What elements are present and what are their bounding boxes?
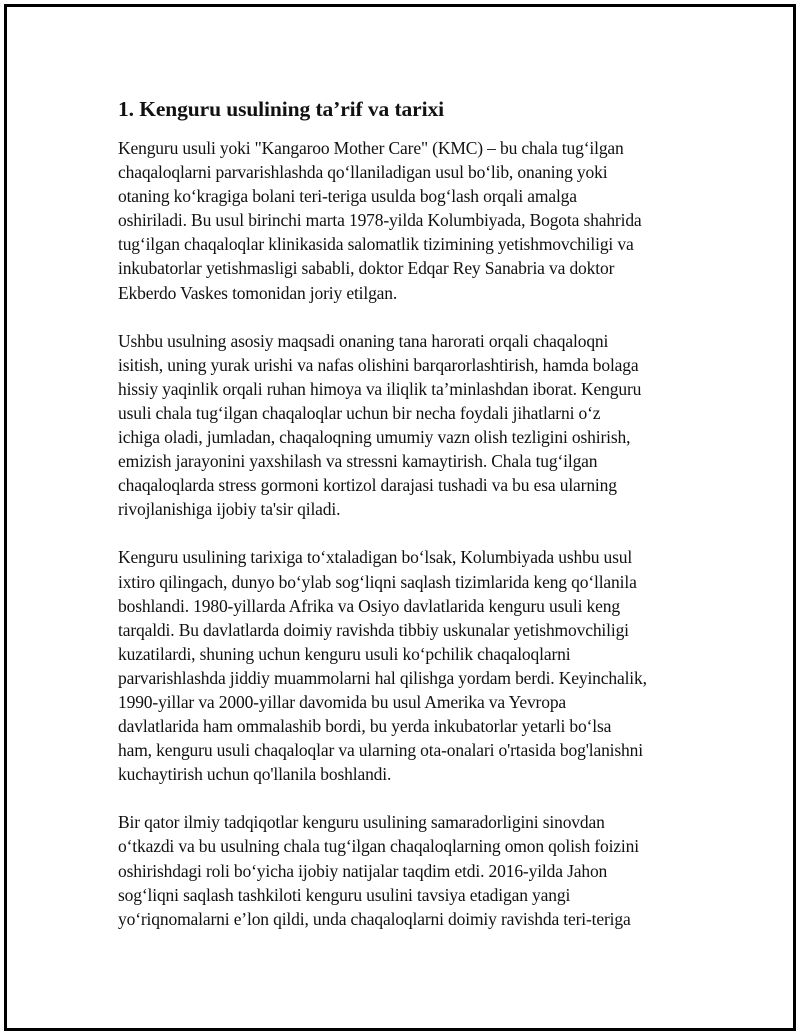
text-line: usuli chala tug‘ilgan chaqaloqlar uchun bir necha foydali jihatlarni o‘z (118, 402, 601, 423)
text-line: tug‘ilgan chaqaloqlar klinikasida salomatlik tizimining yetishmovchiligi va (118, 234, 634, 255)
text-line: rivojlanishiga ijobiy ta'sir qiladi. (118, 499, 341, 520)
text-line: Ekberdo Vaskes tomonidan joriy etilgan. (118, 282, 398, 303)
text-line: otaning ko‘kragiga bolani teri-teriga usulda bog‘lash orqali amalga (118, 186, 577, 207)
paragraph-2 (118, 329, 698, 522)
text-line: kuzatilardi, shuning uchun kenguru usuli ko‘pchilik chaqaloqlarni (118, 643, 571, 664)
text-line: chaqaloqlarni parvarishlashda qo‘llaniladigan usul bo‘lib, onaning yoki (118, 162, 608, 183)
text-line: sog‘liqni saqlash tashkiloti kenguru usulini tavsiya etadigan yangi (118, 884, 571, 905)
text-line: kuchaytirish uchun qo'llanila boshlandi. (118, 764, 392, 785)
text-line: ichiga oladi, jumladan, chaqaloqning umumiy vazn olish tezligini oshirish, (118, 427, 631, 448)
text-line: Bir qator ilmiy tadqiqotlar kenguru usulining samaradorligini sinovdan (118, 812, 605, 833)
text-line: 1990-yillar va 2000-yillar davomida bu usul Amerika va Yevropa (118, 691, 567, 712)
text-line: oshiriladi. Bu usul birinchi marta 1978-yilda Kolumbiyada, Bogota shahrida (118, 210, 642, 231)
paragraph-3 (118, 545, 698, 786)
text-line: inkubatorlar yetishmasligi sababli, doktor Edqar Rey Sanabria va doktor (118, 258, 615, 279)
text-line: oshirishdagi roli bo‘yicha ijobiy natijalar taqdim etdi. 2016-yilda Jahon (118, 860, 608, 881)
text-line: Kenguru usulining tarixiga to‘xtaladigan bo‘lsak, Kolumbiyada ushbu usul (118, 547, 633, 568)
section-heading: 1. Kenguru usulining ta’rif va tarixi (118, 97, 444, 121)
text-line: boshlandi. 1980-yillarda Afrika va Osiyo davlatlarida kenguru usuli keng (118, 595, 620, 616)
text-line: emizish jarayonini yaxshilash va stressni kamaytirish. Chala tug‘ilgan (118, 451, 598, 472)
text-line: Kenguru usuli yoki "Kangaroo Mother Care" (KMC) – bu chala tug‘ilgan (118, 138, 624, 158)
text-line: yo‘riqnomalarni e’lon qildi, unda chaqaloqlarni doimiy ravishda teri-teriga (118, 908, 631, 929)
text-line: tarqaldi. Bu davlatlarda doimiy ravishda tibbiy uskunalar yetishmovchiligi (118, 619, 629, 640)
text-line: hissiy yaqinlik orqali ruhan himoya va iliqlik ta’minlashdan iborat. Kenguru (118, 378, 642, 399)
text-line: ixtiro qilingach, dunyo bo‘ylab sog‘liqni saqlash tizimlarida keng qo‘llanila (118, 571, 637, 592)
text-line: chaqaloqlarda stress gormoni kortizol darajasi tushadi va bu esa ularning (118, 475, 617, 496)
text-line: davlatlarida ham ommalashib bordi, bu yerda inkubatorlar yetarli bo‘lsa (118, 716, 612, 737)
paragraph-1 (118, 136, 698, 305)
text-line: parvarishlashda jiddiy muammolarni hal qilishga yordam berdi. Keyinchalik, (118, 667, 647, 688)
text-line: ham, kenguru usuli chaqaloqlar va ularning ota-onalari o'rtasida bog'lanishni (118, 740, 643, 761)
text-line: isitish, uning yurak urishi va nafas olishini barqarorlashtirish, hamda bolaga (118, 354, 639, 375)
text-line: Ushbu usulning asosiy maqsadi onaning tana harorati orqali chaqaloqni (118, 330, 609, 351)
document-body (118, 94, 698, 955)
text-line: o‘tkazdi va bu usulning chala tug‘ilgan chaqaloqlarning omon qolish foizini (118, 836, 639, 857)
paragraph-4 (118, 810, 698, 930)
